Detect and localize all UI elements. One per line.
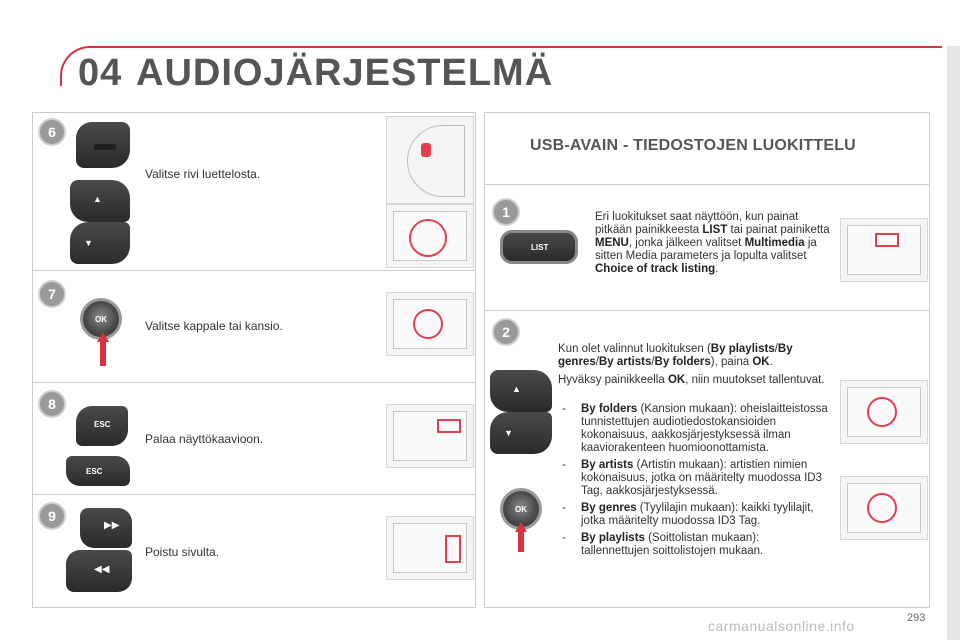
- scroll-down-button-image: [490, 412, 552, 454]
- arrow-up-icon: ▲: [512, 384, 521, 394]
- radio-panel-thumbnail: [386, 204, 474, 268]
- step-1-text: Eri luokitukset saat näyttöön, kun painat pitkään painikkeesta LIST tai painat painiketta MENU, jonka jälkeen valitset Multimedia ja sitten Media parameters ja lopulta valitset Choice of track listing.: [595, 211, 830, 275]
- radio-panel-thumbnail: [840, 476, 928, 540]
- section-title: USB-AVAIN - TIEDOSTOJEN LUOKITTELU: [530, 137, 856, 154]
- watermark: carmanualsonline.info: [708, 618, 855, 634]
- row-divider: [32, 382, 476, 383]
- forward-button-image: [80, 508, 132, 548]
- arrow-down-icon: ▼: [504, 428, 513, 438]
- ok-button-image: OK: [80, 298, 122, 340]
- list-item: - By folders (Kansion mukaan): oheislaitteistossa tunnistettujen audiotiedostokansioiden kokonaisuus, aakkosjärjestyksessä ilman kaaviorakenteen huomioonottamista.: [560, 403, 830, 455]
- radio-panel-thumbnail: [840, 218, 928, 282]
- scroll-up-button-image: [70, 180, 130, 222]
- list-item: - By genres (Tyylilajin mukaan): kaikki tyylilajit, jotka määritelty muodossa ID3 Tag.: [560, 502, 830, 528]
- radio-panel-thumbnail: [840, 380, 928, 444]
- row-divider: [32, 270, 476, 271]
- step-badge-2: 2: [494, 320, 518, 344]
- step-6-text: Valitse rivi luettelosta.: [145, 167, 261, 181]
- right-margin-bar: [947, 46, 960, 640]
- chapter-title: AUDIOJÄRJESTELMÄ: [136, 52, 554, 94]
- rewind-icon: ◀◀: [94, 564, 110, 575]
- step-badge-7: 7: [40, 282, 64, 306]
- step-7-text: Valitse kappale tai kansio.: [145, 319, 283, 333]
- arrow-up-icon: ▲: [93, 194, 102, 204]
- radio-panel-thumbnail: [386, 292, 474, 356]
- row-divider: [484, 310, 930, 311]
- step-badge-6: 6: [40, 120, 64, 144]
- row-divider: [484, 184, 930, 185]
- step-badge-8: 8: [40, 392, 64, 416]
- step-8-text: Palaa näyttökaavioon.: [145, 432, 264, 446]
- step-badge-1: 1: [494, 200, 518, 224]
- page-number: 293: [907, 612, 926, 624]
- step-2-intro: Kun olet valinnut luokituksen (By playlists/By genres/By artists/By folders), paina OK.: [558, 343, 793, 368]
- list-item: - By artists (Artistin mukaan): artistien nimien kokonaisuus, jotka on määritelty muodossa ID3 Tag, aakkosjärjestyksessä.: [560, 459, 830, 498]
- scroll-down-button-image: [70, 222, 130, 264]
- steering-wheel-control-image: [76, 122, 130, 168]
- list-button-image: LIST: [500, 230, 578, 264]
- press-arrow-shaft: [518, 530, 524, 552]
- rewind-button-image: [66, 550, 132, 592]
- esc-button-image: ESC: [66, 456, 130, 486]
- arrow-down-icon: ▼: [84, 238, 93, 248]
- radio-panel-thumbnail: [386, 404, 474, 468]
- fast-forward-icon: ▶▶: [104, 520, 120, 531]
- header-rule: [92, 46, 942, 48]
- scroll-up-button-image: [490, 370, 552, 412]
- row-divider: [32, 494, 476, 495]
- press-arrow-shaft: [100, 340, 106, 366]
- steering-wheel-thumbnail: [386, 116, 474, 204]
- radio-panel-thumbnail: [386, 516, 474, 580]
- esc-control-image: ESC: [76, 406, 128, 446]
- step-badge-9: 9: [40, 504, 64, 528]
- chapter-number: 04: [78, 52, 123, 94]
- list-item: - By playlists (Soittolistan mukaan): tallennettujen soittolistojen mukaan.: [560, 532, 830, 558]
- ok-button-image: OK: [500, 488, 542, 530]
- classification-list: [560, 403, 830, 562]
- step-2-confirm: Hyväksy painikkeella OK, niin muutokset tallentuvat.: [558, 374, 825, 386]
- step-9-text: Poistu sivulta.: [145, 545, 220, 559]
